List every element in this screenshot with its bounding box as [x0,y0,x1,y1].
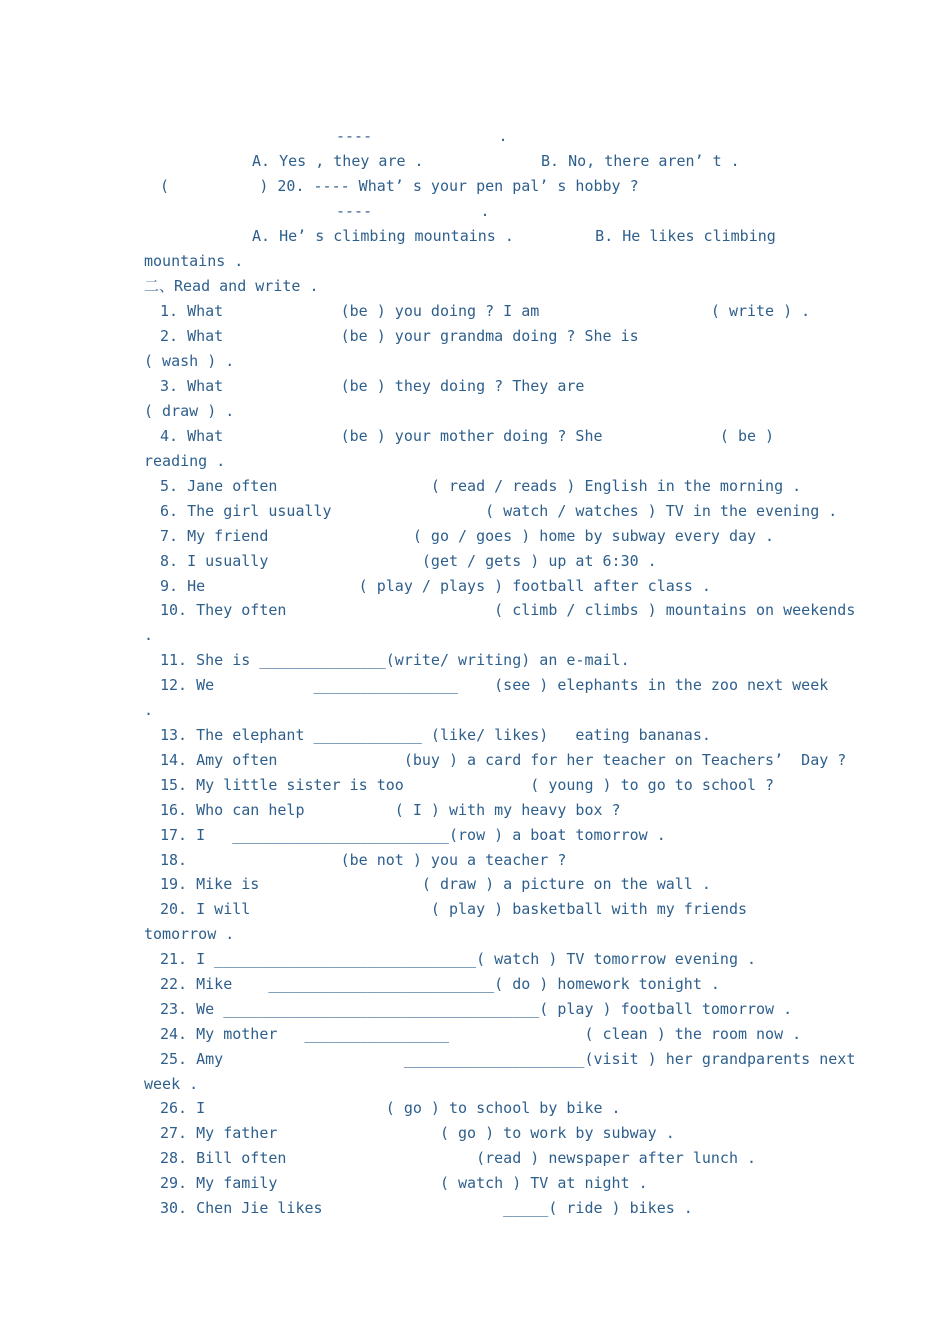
item-20-cont: tomorrow . [144,925,235,943]
item-12-cont: . [144,701,154,719]
item-20: 20. I will ( play ) basketball with my friends [160,900,747,918]
item-3-cont: ( draw ) . [144,402,235,420]
item-11: 11. She is ______________(write/ writing) an e-mail. [160,651,630,669]
item-21: 21. I _____________________________( watch ) TV tomorrow evening . [160,950,757,968]
item-2: 2. What (be ) your grandma doing ? She is [160,327,639,345]
item-9: 9. He ( play / plays ) football after class . [160,577,711,595]
item-14: 14. Amy often (buy ) a card for her teacher on Teachers’ Day ? [160,751,847,769]
item-16: 16. Who can help ( I ) with my heavy box ? [160,801,621,819]
answer-line-20: ---- . [336,202,490,220]
item-6: 6. The girl usually ( watch / watches ) TV in the evening . [160,502,838,520]
item-25-cont: week . [144,1075,199,1093]
item-18: 18. (be not ) you a teacher ? [160,851,567,869]
item-29: 29. My family ( watch ) TV at night . [160,1174,648,1192]
item-1: 1. What (be ) you doing ? I am ( write ) . [160,302,811,320]
item-24: 24. My mother ________________ ( clean ) the room now . [160,1025,802,1043]
item-23: 23. We ___________________________________( play ) football tomorrow . [160,1000,793,1018]
answer-line-19: ---- . [336,127,508,145]
item-27: 27. My father ( go ) to work by subway . [160,1124,675,1142]
question-20: ( ) 20. ---- What’ s your pen pal’ s hobby ? [160,177,639,195]
options-20: A. He’ s climbing mountains . B. He likes climbing [252,227,776,245]
item-2-cont: ( wash ) . [144,352,235,370]
item-4: 4. What (be ) your mother doing ? She ( be ) [160,427,775,445]
item-19: 19. Mike is ( draw ) a picture on the wall . [160,875,711,893]
item-8: 8. I usually (get / gets ) up at 6:30 . [160,552,657,570]
item-10-cont: . [144,626,154,644]
item-5: 5. Jane often ( read / reads ) English in the morning . [160,477,802,495]
item-17: 17. I ________________________(row ) a boat tomorrow . [160,826,666,844]
item-28: 28. Bill often (read ) newspaper after lunch . [160,1149,757,1167]
item-3: 3. What (be ) they doing ? They are [160,377,585,395]
options-19: A. Yes , they are . B. No, there aren’ t . [252,152,740,170]
item-25: 25. Amy ____________________(visit ) her grandparents next [160,1050,856,1068]
item-7: 7. My friend ( go / goes ) home by subway every day . [160,527,775,545]
item-22: 22. Mike _________________________( do ) homework tonight . [160,975,720,993]
item-10: 10. They often ( climb / climbs ) mountains on weekends [160,601,856,619]
item-4-cont: reading . [144,452,226,470]
options-20-cont: mountains . [144,252,244,270]
section-heading: 二、Read and write . [144,277,319,295]
item-15: 15. My little sister is too ( young ) to go to school ? [160,776,775,794]
item-13: 13. The elephant ____________ (like/ likes) eating bananas. [160,726,711,744]
item-12: 12. We ________________ (see ) elephants in the zoo next week [160,676,829,694]
item-26: 26. I ( go ) to school by bike . [160,1099,621,1117]
item-30: 30. Chen Jie likes _____( ride ) bikes . [160,1199,693,1217]
